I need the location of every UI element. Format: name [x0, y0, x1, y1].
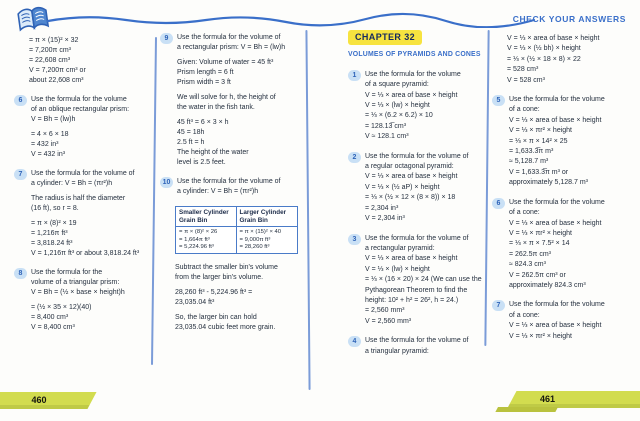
answer-column-3	[348, 30, 484, 366]
answer-line: V = ⅓ × (½ aP) × height	[365, 183, 440, 191]
answer-line: from the larger bin's volume.	[175, 274, 264, 282]
answer-line: V = ⅓ × area of base × height	[365, 91, 458, 99]
answer-line: = 432 in³	[31, 141, 59, 148]
answer-line: Use the formula for the volume	[509, 301, 605, 309]
answer-item-text	[365, 70, 484, 143]
answer-line: level is 2.5 feet.	[177, 159, 226, 166]
answer-line: = 128.13̅ cm³	[365, 122, 407, 130]
answer-item	[14, 95, 153, 160]
answer-line: V = ⅓ × (lw) × height	[365, 265, 430, 273]
answer-line: V = 262.5π cm³ or	[509, 271, 566, 279]
page-number-left: 460	[31, 395, 47, 405]
answer-line: = ⅓ × (16 × 20) × 24 (We can use the	[365, 276, 482, 284]
answer-line: the water in the fish tank.	[177, 104, 255, 111]
answer-line: Use the formula for the volume	[31, 96, 127, 103]
answer-line: So, the larger bin can hold	[175, 314, 257, 322]
answer-item	[492, 95, 636, 189]
answer-line: 45 ft³ = 6 × 3 × h	[177, 119, 229, 126]
answer-item-text	[509, 95, 636, 189]
table-cell	[236, 227, 297, 254]
answer-line: V = Bh = (½ × base × height)h	[31, 289, 125, 296]
answer-line: Subtract the smaller bin's volume	[175, 264, 278, 272]
answer-item	[160, 33, 298, 168]
continuation-text-block	[492, 34, 636, 86]
answer-item	[14, 268, 153, 333]
answer-line: of a cone:	[509, 311, 540, 319]
wavy-divider-line	[46, 12, 538, 28]
answer-line: of a cone:	[509, 106, 540, 114]
table-body-row	[176, 227, 298, 254]
answer-line: ≈ 824.3 cm³	[509, 261, 546, 269]
answer-line: = 528 cm³	[507, 66, 539, 74]
answer-line: Use the formula for the volume of	[177, 178, 281, 185]
answer-line: = π × (8)² × 26	[179, 229, 218, 236]
answer-line: V = 2,304 in³	[365, 215, 405, 223]
answer-line: V = ⅓ × (½ bh) × height	[507, 45, 581, 53]
answer-column-4	[492, 34, 636, 351]
answer-line: = (½ × 35 × 12)(40)	[31, 304, 92, 311]
answer-line: = 1,216π ft³	[31, 230, 68, 237]
answer-item-text	[365, 234, 484, 328]
page-number-right: 461	[540, 394, 556, 404]
answer-line: = 22,608 cm³	[29, 57, 71, 64]
answer-line: height: 10² + h² = 26², h = 24.)	[365, 296, 459, 304]
answer-line: V = 432 in³	[31, 151, 66, 158]
answer-line: approximately 5,128.7 m³	[509, 179, 588, 187]
chapter-heading: CHAPTER 32	[348, 30, 422, 45]
item-number-badge: 5	[492, 95, 505, 106]
answer-line: = 1,664π ft³	[179, 236, 210, 243]
answer-line: V = 1,216π ft³ or about 3,818.24 ft³	[31, 250, 140, 257]
answer-line: = ⅓ × π × 7.5² × 14	[509, 240, 570, 248]
item-number-badge: 9	[160, 33, 173, 44]
table-header-row	[176, 207, 298, 227]
answer-column-1	[14, 36, 153, 342]
answer-line: = 3,818.24 ft³	[31, 240, 73, 247]
answer-item	[492, 198, 636, 292]
column-divider-3	[484, 30, 489, 346]
item-number-badge: 1	[348, 70, 361, 81]
answer-line: Use the formula for the volume of	[365, 337, 469, 345]
answer-item	[492, 300, 636, 342]
answer-item-text	[31, 95, 153, 160]
answer-line: V = 2,560 mm³	[365, 317, 412, 325]
answer-line: a triangular pyramid:	[365, 347, 429, 355]
answer-line: a rectangular prism: V = Bh = (lw)h	[177, 44, 286, 51]
answer-line: = 8,400 cm³	[31, 314, 69, 321]
answer-line: = 4 × 6 × 18	[31, 131, 69, 138]
answer-line: Use the formula for the volume	[509, 198, 605, 206]
answer-item-text	[509, 198, 636, 292]
table-block	[160, 206, 298, 254]
answer-line: 2.5 ft = h	[177, 139, 205, 146]
answer-line: a cylinder: V = Bh = (πr²)h	[177, 188, 259, 195]
answer-line: 23,035.04 cubic feet more grain.	[175, 324, 276, 332]
answer-line: a regular octagonal pyramid:	[365, 163, 454, 171]
answer-line: = 28,260 ft³	[239, 244, 270, 250]
answer-line: Use the formula for the volume of	[177, 34, 281, 41]
answer-line: a rectangular pyramid:	[365, 244, 435, 252]
answer-line: V = ⅓ × πr² × height	[509, 229, 573, 237]
answer-line: Use the formula for the	[31, 269, 103, 276]
table-header-cell: Larger Cylinder Grain Bin	[236, 207, 297, 227]
item-number-badge: 3	[348, 234, 361, 245]
continuation-text-block	[160, 263, 298, 333]
item-number-badge: 8	[14, 268, 27, 279]
answer-line: of a cone:	[509, 209, 540, 217]
answer-line: = 7,200π cm³	[29, 47, 71, 54]
answer-line: = π × (15)² × 40	[239, 229, 282, 236]
answer-line: (16 ft), so r = 8.	[31, 205, 79, 212]
answer-line: V = ⅓ × area of base × height	[509, 116, 602, 124]
page-header-title: CHECK YOUR ANSWERS	[512, 14, 626, 24]
answer-line: V = ⅓ × area of base × height	[365, 255, 458, 263]
answer-line: = ⅓ × (6.2 × 6.2) × 10	[365, 112, 433, 120]
answer-line: approximately 824.3 cm³	[509, 281, 586, 289]
answer-item	[348, 152, 484, 225]
answer-line: = ⅓ × π × 14² × 25	[509, 137, 568, 145]
answer-line: V = 528 cm³	[507, 76, 545, 84]
answer-line: Use the formula for the volume of	[365, 234, 469, 242]
answer-line: = π × (8)² × 19	[31, 220, 77, 227]
answer-line: 28,260 ft³ - 5,224.96 ft³ =	[175, 289, 253, 297]
answer-line: = 5,224.96 ft³	[179, 244, 214, 250]
answer-line: a cylinder: V = Bh = (πr²)h	[31, 180, 113, 187]
answer-item-text	[365, 336, 484, 357]
answer-item	[160, 177, 298, 197]
answer-line: V = ⅓ × (lw) × height	[365, 102, 430, 110]
answer-line: V = Bh = (lw)h	[31, 116, 76, 123]
answer-line: V = ⅓ × πr² × height	[509, 127, 573, 135]
answer-line: V = 8,400 cm³	[31, 324, 75, 331]
answer-line: = π × (15)² × 32	[29, 37, 79, 44]
answer-line: = 1,633.3̅π m³	[509, 148, 554, 156]
answer-line: = ⅓ × (½ × 12 × (8 × 8)) × 18	[365, 194, 456, 202]
answer-line: V = ⅓ × πr² × height	[509, 332, 573, 340]
answer-line: = 262.5π cm³	[509, 250, 551, 258]
answer-line: Use the formula for the volume of	[31, 170, 135, 177]
answer-line: V = ⅓ × area of base × height	[509, 322, 602, 330]
table-cell	[176, 227, 237, 254]
answer-item-text	[365, 152, 484, 225]
answer-line: Pythagorean Theorem to find the	[365, 286, 468, 294]
answer-line: = 2,304 in³	[365, 204, 399, 212]
answer-line: about 22,608 cm³	[29, 77, 84, 84]
answer-line: of an oblique rectangular prism:	[31, 106, 130, 113]
table-header-cell: Smaller Cylinder Grain Bin	[176, 207, 237, 227]
answer-line: V = 7,200π cm³ or	[29, 67, 86, 74]
chapter-heading-block	[348, 30, 484, 61]
answer-line: of a square pyramid:	[365, 81, 429, 89]
answer-line: V = ⅓ × area of base × height	[509, 219, 602, 227]
answer-line: Use the formula for the volume	[509, 96, 605, 104]
answer-line: = ⅓ × (½ × 18 × 8) × 22	[507, 55, 581, 63]
item-number-badge: 6	[14, 95, 27, 106]
answer-line: V = ⅓ × area of base × height	[365, 173, 458, 181]
answer-line: 23,035.04 ft³	[175, 299, 215, 307]
answer-item-text	[509, 300, 636, 342]
item-number-badge: 2	[348, 152, 361, 163]
answer-line: 45 = 18h	[177, 129, 205, 136]
answer-item	[348, 336, 484, 357]
item-number-badge: 4	[348, 336, 361, 347]
answer-line: volume of a triangular prism:	[31, 279, 120, 286]
page-gutter-divider	[305, 30, 310, 390]
page-tab-right	[507, 391, 640, 408]
item-number-badge: 10	[160, 177, 173, 188]
answer-item-text	[177, 177, 298, 197]
answer-line: V = ⅓ × area of base × height	[507, 35, 600, 42]
answer-line: Use the formula for the volume of	[365, 152, 469, 160]
section-subtitle: VOLUMES OF PYRAMIDS AND CONES	[348, 51, 481, 59]
answer-item	[348, 70, 484, 143]
item-number-badge: 7	[492, 300, 505, 311]
answer-line: V = 1,633.3̅π m³ or	[509, 168, 569, 176]
answer-item-text	[31, 169, 153, 259]
answer-line: Use the formula for the volume	[365, 70, 461, 78]
answer-line: We will solve for h, the height of	[177, 94, 276, 101]
answer-item-text	[177, 33, 298, 168]
page-tab-left	[0, 392, 97, 409]
answer-item	[348, 234, 484, 328]
answer-line: = 2,560 mm³	[365, 307, 405, 315]
answer-line: V ≈ 128.1 cm³	[365, 133, 409, 141]
answer-line: Prism length = 6 ft	[177, 69, 234, 76]
item-number-badge: 7	[14, 169, 27, 180]
grain-bin-table	[175, 206, 298, 254]
answer-line: The radius is half the diameter	[31, 195, 126, 202]
answer-column-2	[160, 33, 298, 342]
continuation-text-block	[14, 36, 153, 86]
answer-line: Prism width = 3 ft	[177, 79, 231, 86]
item-number-badge: 6	[492, 198, 505, 209]
answer-line: = 9,000π ft³	[239, 236, 271, 243]
answer-line: The height of the water	[177, 149, 249, 156]
answer-item-text	[31, 268, 153, 333]
answer-item	[14, 169, 153, 259]
answer-line: ≈ 5,128.7 m³	[509, 158, 549, 166]
answer-line: Given: Volume of water = 45 ft³	[177, 59, 274, 66]
